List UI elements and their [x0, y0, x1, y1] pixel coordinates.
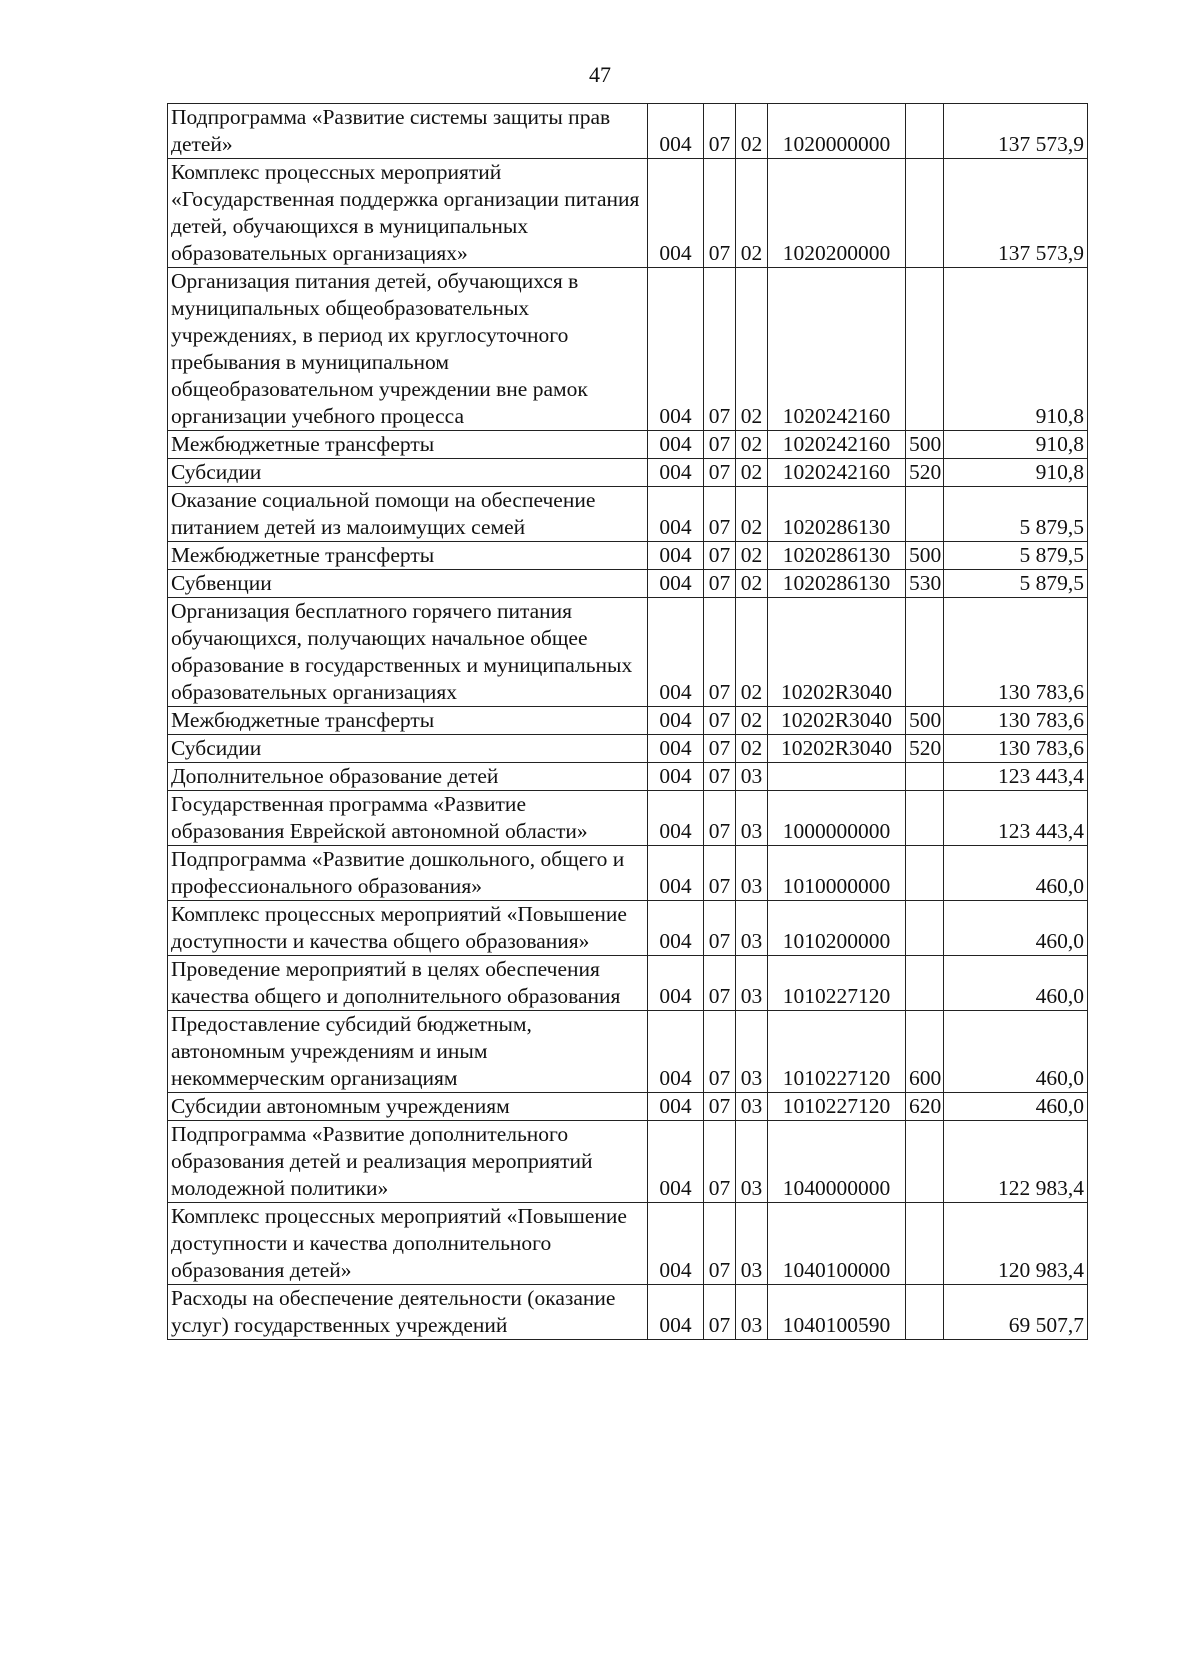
amount-cell: 122 983,4 — [944, 1121, 1088, 1203]
row-name-cell: Комплекс процессных мероприятий «Повышение доступности и качества дополнительного образования детей» — [168, 1203, 648, 1285]
subsection-code-cell: 02 — [736, 598, 768, 707]
table-row — [168, 459, 1088, 487]
row-name-cell: Субсидии — [168, 459, 648, 487]
row-name-cell: Оказание социальной помощи на обеспечение питанием детей из малоимущих семей — [168, 487, 648, 542]
subsection-code-cell: 02 — [736, 268, 768, 431]
table-row — [168, 598, 1088, 707]
table-row — [168, 1011, 1088, 1093]
ved-code-cell: 004 — [648, 707, 704, 735]
ved-code-cell: 004 — [648, 1203, 704, 1285]
ved-code-cell: 004 — [648, 1093, 704, 1121]
subsection-code-cell: 03 — [736, 1285, 768, 1340]
amount-cell: 120 983,4 — [944, 1203, 1088, 1285]
expense-type-cell — [906, 763, 944, 791]
amount-cell: 137 573,9 — [944, 104, 1088, 159]
table-row — [168, 735, 1088, 763]
expense-type-cell — [906, 268, 944, 431]
row-name-cell: Подпрограмма «Развитие дополнительного образования детей и реализация мероприятий молодежной политики» — [168, 1121, 648, 1203]
expense-type-cell — [906, 487, 944, 542]
expense-type-cell: 500 — [906, 707, 944, 735]
ved-code-cell: 004 — [648, 570, 704, 598]
subsection-code-cell: 03 — [736, 791, 768, 846]
target-article-cell: 1010000000 — [768, 846, 906, 901]
target-article-cell: 1040000000 — [768, 1121, 906, 1203]
section-code-cell: 07 — [704, 598, 736, 707]
row-name-cell: Субсидии — [168, 735, 648, 763]
row-name-cell: Государственная программа «Развитие образования Еврейской автономной области» — [168, 791, 648, 846]
ved-code-cell: 004 — [648, 1011, 704, 1093]
section-code-cell: 07 — [704, 1011, 736, 1093]
section-code-cell: 07 — [704, 901, 736, 956]
section-code-cell: 07 — [704, 763, 736, 791]
budget-table — [167, 103, 1088, 1340]
row-name-cell: Проведение мероприятий в целях обеспечения качества общего и дополнительного образования — [168, 956, 648, 1011]
target-article-cell: 10202R3040 — [768, 598, 906, 707]
section-code-cell: 07 — [704, 459, 736, 487]
section-code-cell: 07 — [704, 487, 736, 542]
amount-cell: 69 507,7 — [944, 1285, 1088, 1340]
ved-code-cell: 004 — [648, 159, 704, 268]
ved-code-cell: 004 — [648, 487, 704, 542]
ved-code-cell: 004 — [648, 598, 704, 707]
ved-code-cell: 004 — [648, 459, 704, 487]
target-article-cell: 1040100590 — [768, 1285, 906, 1340]
table-row — [168, 956, 1088, 1011]
target-article-cell: 1020286130 — [768, 487, 906, 542]
ved-code-cell: 004 — [648, 268, 704, 431]
ved-code-cell: 004 — [648, 791, 704, 846]
expense-type-cell: 500 — [906, 542, 944, 570]
section-code-cell: 07 — [704, 1121, 736, 1203]
ved-code-cell: 004 — [648, 1285, 704, 1340]
amount-cell: 123 443,4 — [944, 791, 1088, 846]
row-name-cell: Подпрограмма «Развитие дошкольного, общего и профессионального образования» — [168, 846, 648, 901]
section-code-cell: 07 — [704, 159, 736, 268]
expense-type-cell — [906, 598, 944, 707]
expense-type-cell — [906, 901, 944, 956]
subsection-code-cell: 03 — [736, 1011, 768, 1093]
target-article-cell: 1020000000 — [768, 104, 906, 159]
budget-table-body — [168, 104, 1088, 1340]
section-code-cell: 07 — [704, 431, 736, 459]
subsection-code-cell: 02 — [736, 542, 768, 570]
row-name-cell: Комплекс процессных мероприятий «Повышение доступности и качества общего образования» — [168, 901, 648, 956]
target-article-cell: 1020286130 — [768, 570, 906, 598]
subsection-code-cell: 02 — [736, 104, 768, 159]
ved-code-cell: 004 — [648, 1121, 704, 1203]
page-number: 47 — [589, 62, 611, 87]
expense-type-cell — [906, 791, 944, 846]
section-code-cell: 07 — [704, 735, 736, 763]
table-row — [168, 1285, 1088, 1340]
ved-code-cell: 004 — [648, 763, 704, 791]
subsection-code-cell: 02 — [736, 487, 768, 542]
row-name-cell: Предоставление субсидий бюджетным, автономным учреждениям и иным некоммерческим организациям — [168, 1011, 648, 1093]
amount-cell: 910,8 — [944, 459, 1088, 487]
amount-cell: 460,0 — [944, 956, 1088, 1011]
amount-cell: 910,8 — [944, 431, 1088, 459]
amount-cell: 910,8 — [944, 268, 1088, 431]
target-article-cell: 10202R3040 — [768, 707, 906, 735]
table-row — [168, 763, 1088, 791]
table-row — [168, 707, 1088, 735]
subsection-code-cell: 02 — [736, 707, 768, 735]
table-row — [168, 542, 1088, 570]
row-name-cell: Субсидии автономным учреждениям — [168, 1093, 648, 1121]
expense-type-cell: 520 — [906, 735, 944, 763]
ved-code-cell: 004 — [648, 846, 704, 901]
table-row — [168, 431, 1088, 459]
ved-code-cell: 004 — [648, 956, 704, 1011]
expense-type-cell — [906, 846, 944, 901]
table-row — [168, 846, 1088, 901]
expense-type-cell — [906, 159, 944, 268]
expense-type-cell: 520 — [906, 459, 944, 487]
expense-type-cell — [906, 956, 944, 1011]
target-article-cell: 1010227120 — [768, 956, 906, 1011]
section-code-cell: 07 — [704, 268, 736, 431]
subsection-code-cell: 02 — [736, 570, 768, 598]
target-article-cell: 1020200000 — [768, 159, 906, 268]
amount-cell: 460,0 — [944, 901, 1088, 956]
row-name-cell: Подпрограмма «Развитие системы защиты прав детей» — [168, 104, 648, 159]
target-article-cell — [768, 763, 906, 791]
table-row — [168, 104, 1088, 159]
row-name-cell: Дополнительное образование детей — [168, 763, 648, 791]
target-article-cell: 1020242160 — [768, 268, 906, 431]
subsection-code-cell: 03 — [736, 1093, 768, 1121]
table-row — [168, 159, 1088, 268]
subsection-code-cell: 02 — [736, 735, 768, 763]
target-article-cell: 1020242160 — [768, 431, 906, 459]
ved-code-cell: 004 — [648, 735, 704, 763]
ved-code-cell: 004 — [648, 104, 704, 159]
subsection-code-cell: 02 — [736, 431, 768, 459]
section-code-cell: 07 — [704, 570, 736, 598]
subsection-code-cell: 02 — [736, 459, 768, 487]
expense-type-cell — [906, 104, 944, 159]
ved-code-cell: 004 — [648, 431, 704, 459]
table-row — [168, 1093, 1088, 1121]
amount-cell: 5 879,5 — [944, 487, 1088, 542]
section-code-cell: 07 — [704, 1285, 736, 1340]
target-article-cell: 1010227120 — [768, 1093, 906, 1121]
row-name-cell: Межбюджетные трансферты — [168, 542, 648, 570]
row-name-cell: Межбюджетные трансферты — [168, 431, 648, 459]
expense-type-cell — [906, 1285, 944, 1340]
subsection-code-cell: 02 — [736, 159, 768, 268]
row-name-cell: Организация питания детей, обучающихся в муниципальных общеобразовательных учреждениях, в период их круглосуточного пребывания в муниципальном общеобразовательном учреждении вне рамок организации учебного процесса — [168, 268, 648, 431]
table-row — [168, 1203, 1088, 1285]
target-article-cell: 10202R3040 — [768, 735, 906, 763]
subsection-code-cell: 03 — [736, 956, 768, 1011]
row-name-cell: Комплекс процессных мероприятий «Государственная поддержка организации питания детей, обучающихся в муниципальных образовательных организациях» — [168, 159, 648, 268]
amount-cell: 460,0 — [944, 846, 1088, 901]
target-article-cell: 1000000000 — [768, 791, 906, 846]
target-article-cell: 1040100000 — [768, 1203, 906, 1285]
row-name-cell: Расходы на обеспечение деятельности (оказание услуг) государственных учреждений — [168, 1285, 648, 1340]
expense-type-cell: 530 — [906, 570, 944, 598]
target-article-cell: 1010227120 — [768, 1011, 906, 1093]
amount-cell: 137 573,9 — [944, 159, 1088, 268]
row-name-cell: Субвенции — [168, 570, 648, 598]
expense-type-cell: 600 — [906, 1011, 944, 1093]
subsection-code-cell: 03 — [736, 1203, 768, 1285]
amount-cell: 5 879,5 — [944, 570, 1088, 598]
amount-cell: 130 783,6 — [944, 707, 1088, 735]
amount-cell: 460,0 — [944, 1011, 1088, 1093]
amount-cell: 130 783,6 — [944, 735, 1088, 763]
section-code-cell: 07 — [704, 1093, 736, 1121]
subsection-code-cell: 03 — [736, 846, 768, 901]
amount-cell: 123 443,4 — [944, 763, 1088, 791]
target-article-cell: 1020286130 — [768, 542, 906, 570]
table-row — [168, 791, 1088, 846]
ved-code-cell: 004 — [648, 542, 704, 570]
expense-type-cell — [906, 1121, 944, 1203]
subsection-code-cell: 03 — [736, 901, 768, 956]
section-code-cell: 07 — [704, 1203, 736, 1285]
subsection-code-cell: 03 — [736, 1121, 768, 1203]
table-row — [168, 570, 1088, 598]
expense-type-cell — [906, 1203, 944, 1285]
section-code-cell: 07 — [704, 956, 736, 1011]
amount-cell: 460,0 — [944, 1093, 1088, 1121]
expense-type-cell: 620 — [906, 1093, 944, 1121]
table-row — [168, 901, 1088, 956]
section-code-cell: 07 — [704, 791, 736, 846]
section-code-cell: 07 — [704, 707, 736, 735]
table-row — [168, 487, 1088, 542]
table-row — [168, 268, 1088, 431]
target-article-cell: 1020242160 — [768, 459, 906, 487]
row-name-cell: Межбюджетные трансферты — [168, 707, 648, 735]
section-code-cell: 07 — [704, 846, 736, 901]
section-code-cell: 07 — [704, 542, 736, 570]
table-row — [168, 1121, 1088, 1203]
expense-type-cell: 500 — [906, 431, 944, 459]
section-code-cell: 07 — [704, 104, 736, 159]
amount-cell: 130 783,6 — [944, 598, 1088, 707]
subsection-code-cell: 03 — [736, 763, 768, 791]
amount-cell: 5 879,5 — [944, 542, 1088, 570]
ved-code-cell: 004 — [648, 901, 704, 956]
target-article-cell: 1010200000 — [768, 901, 906, 956]
row-name-cell: Организация бесплатного горячего питания обучающихся, получающих начальное общее образование в государственных и муниципальных образовательных организациях — [168, 598, 648, 707]
